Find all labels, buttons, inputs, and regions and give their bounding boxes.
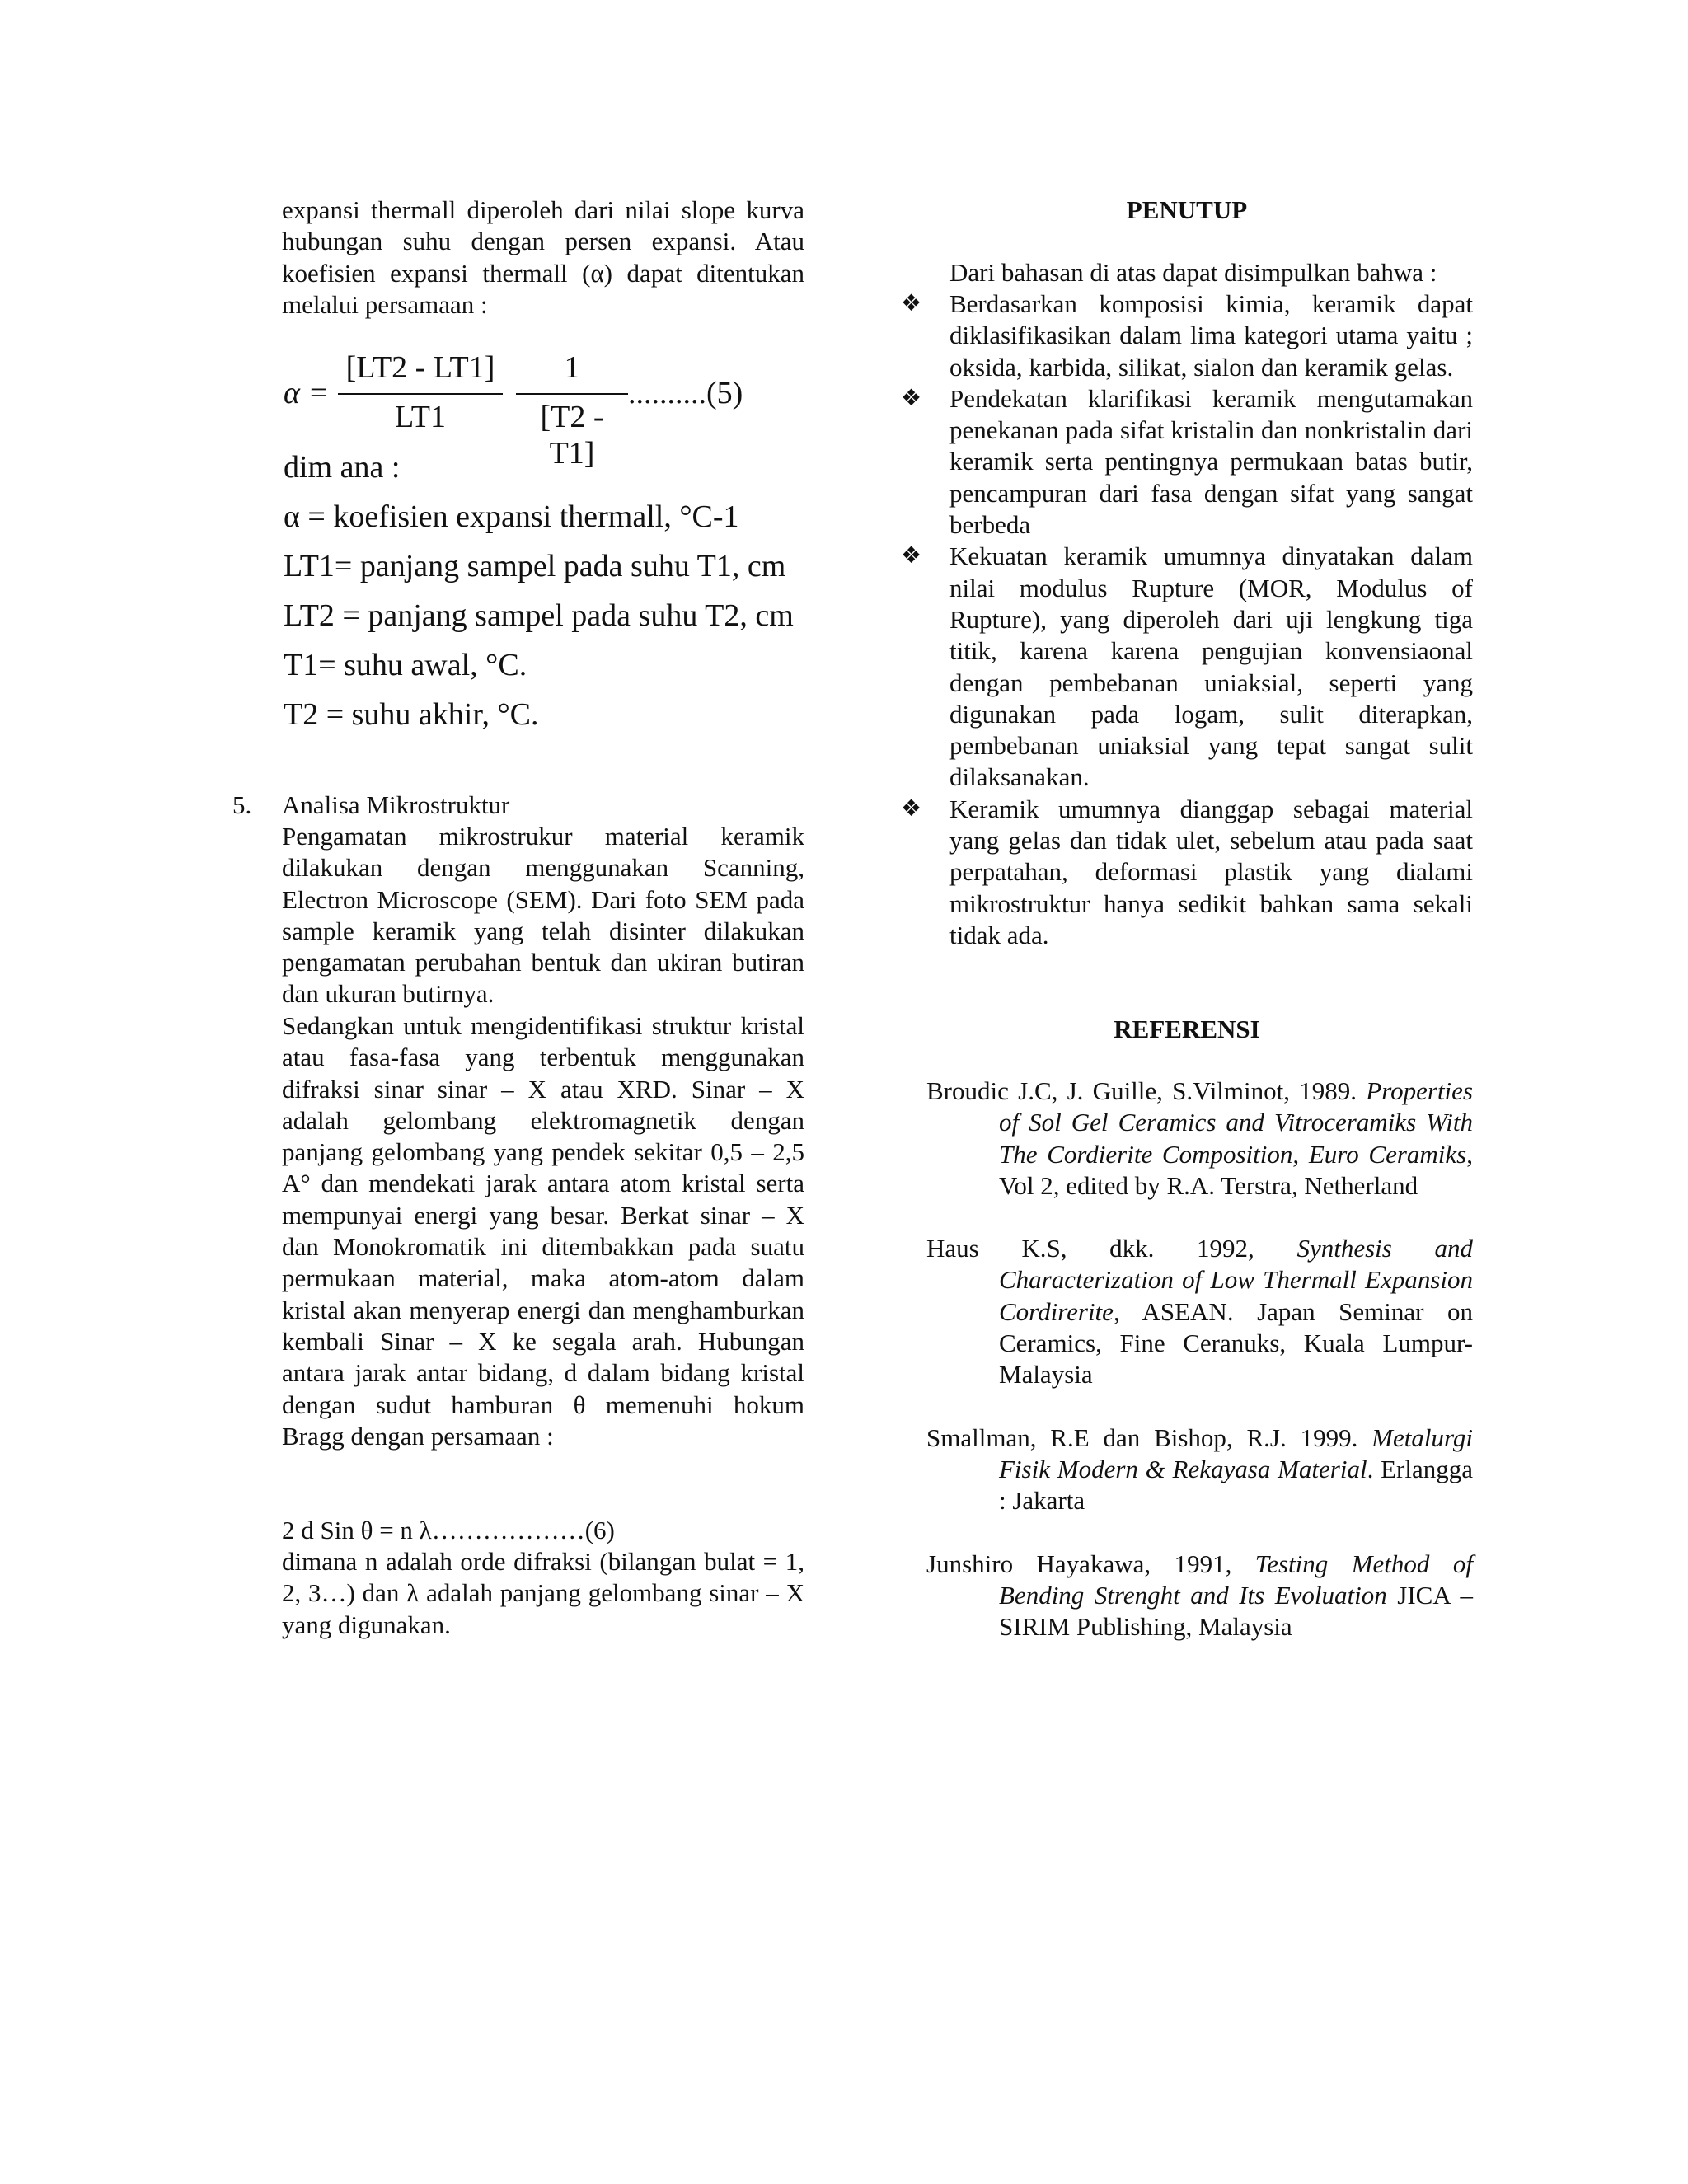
list-item-text: Keramik umumnya dianggap sebagai material yang gelas dan tidak ulet, sebelum atau pada saat perpatahan, deformasi plastik yang dialami mikrostruktur hanya sedikit bahkan sama sekali tidak ada. xyxy=(950,794,1473,949)
section-paragraph-3: dimana n adalah orde difraksi (bilangan bulat = 1, 2, 3…) dan λ adalah panjang gelombang sinar – X yang digunakan. xyxy=(282,1547,804,1639)
section-paragraph-2: Sedangkan untuk mengidentifikasi struktur kristal atau fasa-fasa yang terbentuk menggunakan difraksi sinar sinar – X atau XRD. Sinar – X adalah gelombang elektromagnetik dengan panjang gelombang yang pendek sekitar 0,5 – 2,5 A° dan mendekati jarak antara atom kristal serta mempunyai energi yang besar. Berkat sinar – X dan Monokromatik ini ditembakkan pada suatu permukaan material, maka atom-atom dalam kristal akan menyerap energi dan menghamburkan kembali Sinar – X ke segala arah. Hubungan antara jarak antar bidang, d dalam bidang kristal dengan sudut hamburan θ memenuhi hokum Bragg dengan persamaan : xyxy=(282,1011,804,1451)
reference-source: JICA – SIRIM Publishing, Malaysia xyxy=(999,1580,1473,1642)
equation-denominator-2: [T2 - T1] xyxy=(540,400,604,471)
equation-numerator-1: [LT2 - LT1] xyxy=(345,350,495,385)
reference-item xyxy=(926,1422,1473,1517)
definition-lt2: LT2 = panjang sampel pada suhu T2, cm xyxy=(284,598,794,633)
reference-item xyxy=(926,1549,1473,1643)
list-item-text: Berdasarkan komposisi kimia, keramik dapat diklasifikasikan dalam lima kategori utama yaitu ; oksida, karbida, silikat, sialon dan keramik gelas. xyxy=(950,289,1473,382)
penutup-heading: PENUTUP xyxy=(1126,195,1248,224)
bragg-equation: 2 d Sin θ = n λ………………(6) xyxy=(282,1516,615,1544)
reference-source: . Erlangga : Jakarta xyxy=(999,1454,1474,1516)
section-number: 5. xyxy=(232,790,252,819)
section-title: Analisa Mikrostruktur xyxy=(282,790,510,819)
list-item xyxy=(901,794,1473,951)
definition-t2: T2 = suhu akhir, °C. xyxy=(284,697,539,732)
definition-lt1: LT1= panjang sampel pada suhu T1, cm xyxy=(284,549,786,583)
diamond-bullet-icon: ❖ xyxy=(901,543,922,569)
conclusion-list xyxy=(901,288,1473,951)
fraction-bar-1 xyxy=(338,393,503,395)
equation-tag: ..........(5) xyxy=(628,376,743,410)
reference-item xyxy=(926,1233,1473,1390)
reference-source: , Vol 2, edited by R.A. Terstra, Netherland xyxy=(999,1139,1473,1200)
definition-t1: T1= suhu awal, °C. xyxy=(284,648,528,682)
reference-title: Synthesis and Characterization of Low Thermall Expansion Cordirerite xyxy=(999,1234,1473,1326)
definition-alpha: α = koefisien expansi thermall, °C-1 xyxy=(284,499,739,534)
section-paragraph-1: Pengamatan mikrostrukur material keramik dilakukan dengan menggunakan Scanning, Electron Microscope (SEM). Dari foto SEM pada sample keramik yang telah disinter dilakukan pengamatan perubahan bentuk dan ukiran butiran dan ukuran butirnya. xyxy=(282,822,804,1009)
referensi-heading: REFERENSI xyxy=(1114,1015,1260,1043)
list-item xyxy=(901,383,1473,541)
diamond-bullet-icon: ❖ xyxy=(901,385,922,411)
list-item-text: Pendekatan klarifikasi keramik mengutamakan penekanan pada sifat kristalin dan nonkristalin dari keramik serta pentingnya permukaan batas butir, pencampuran dari fasa dengan sifat yang sangat berbeda xyxy=(950,383,1473,540)
reference-authors: Junshiro Hayakawa, 1991, xyxy=(926,1549,1255,1578)
reference-authors: Smallman, R.E dan Bishop, R.J. 1999. xyxy=(926,1422,1372,1452)
reference-title: Testing Method of Bending Strenght and Its Evoluation xyxy=(999,1549,1473,1610)
equation-denominator-1: LT1 xyxy=(395,400,446,434)
reference-source: , ASEAN. Japan Seminar on Ceramics, Fine Ceranuks, Kuala Lumpur- Malaysia xyxy=(999,1296,1473,1390)
list-item xyxy=(901,288,1473,383)
intro-paragraph: expansi thermall diperoleh dari nilai slope kurva hubungan suhu dengan persen expansi. Atau koefisien expansi thermall (α) dapat ditentukan melalui persamaan : xyxy=(282,195,804,319)
reference-authors: Haus K.S, dkk. 1992, xyxy=(926,1234,1297,1263)
where-label: dim ana : xyxy=(284,450,401,485)
reference-item xyxy=(926,1076,1473,1202)
reference-list xyxy=(926,1076,1473,1674)
diamond-bullet-icon: ❖ xyxy=(901,291,922,316)
fraction-bar-2 xyxy=(516,393,628,395)
equation-numerator-2: 1 xyxy=(564,350,580,385)
list-item-text: Kekuatan keramik umumnya dinyatakan dalam nilai modulus Rupture (MOR, Modulus of Rupture), yang diperoleh dari uji lengkung tiga titik, karena karena pengujian konvensiaonal dengan pembebanan uniaksial, seperti yang digunakan pada logam, sulit diterapkan, pembebanan uniaksial yang tepat sangat sulit dilaksanakan. xyxy=(950,541,1473,792)
list-item xyxy=(901,541,1473,793)
penutup-intro: Dari bahasan di atas dapat disimpulkan bahwa : xyxy=(950,258,1437,287)
equation-lhs: α = xyxy=(284,376,330,410)
reference-title: Properties of Sol Gel Ceramics and Vitroceramiks With The Cordierite Composition, Euro Ceramiks xyxy=(999,1076,1473,1169)
reference-title: Metalurgi Fisik Modern & Rekayasa Material xyxy=(999,1422,1473,1483)
diamond-bullet-icon: ❖ xyxy=(901,795,922,822)
reference-authors: Broudic J.C, J. Guille, S.Vilminot, 1989. xyxy=(926,1076,1367,1105)
